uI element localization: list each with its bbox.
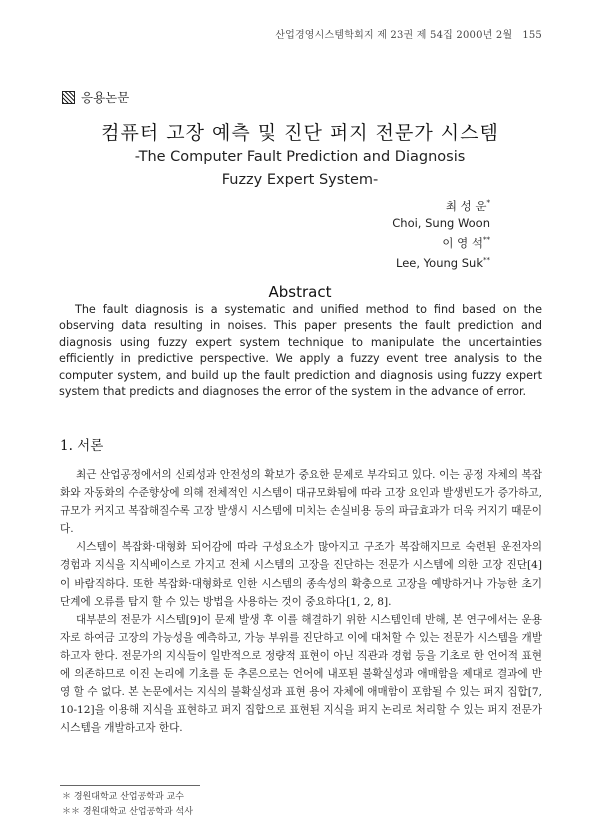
- paragraph: 시스템이 복잡화·대형화 되어감에 따라 구성요소가 많아지고 구조가 복잡해지므로 숙련된 운전자의 경험과 지식을 지식베이스로 가지고 전체 시스템의 고장을 진단하는 전문가 시스템에 의한 고장 진단[4]이 바람직하다. 또한 복잡화·대형화로 인한 시스템의 종속성의 확충으로 고장을 예방하거나 가능한 초기 단계에 오류를 탐지 할 수 있는 방법을 사용하는 것이 중요하다[1, 2, 8].: [60, 541, 542, 608]
- abstract-body: [59, 302, 542, 400]
- section-tag: [62, 88, 129, 106]
- paragraph: 최근 산업공정에서의 신뢰성과 안전성의 확보가 중요한 문제로 부각되고 있다. 이는 공정 자체의 복잡화와 자동화의 수준향상에 의해 전체적인 시스템이 대규모화됨에 따라 고장 요인과 발생빈도가 증가하고, 규모가 커지고 복잡해질수록 고장 발생시 시스템에 미치는 손실비용 등의 파급효과가 더욱 커지기 때문이다.: [60, 469, 542, 536]
- author-1-latin: Choi, Sung Woon: [392, 215, 490, 230]
- author-2-mark: **: [483, 235, 490, 244]
- running-header: [275, 26, 542, 41]
- title-english: [0, 146, 600, 192]
- journal-info: 산업경영시스템학회지 제 23권 제 54집 2000년 2월: [275, 30, 513, 41]
- paragraph: 대부분의 전문가 시스템[9]이 문제 발생 후 이를 해결하기 위한 시스템인데 반해, 본 연구에서는 운용자로 하여금 고장의 가능성을 예측하고, 가능 부위를 진단하고 이에 대처할 수 있는 전문가 시스템을 개발하고자 한다. 전문가의 지식들이 일반적으로 정량적 표현이 아닌 직관과 경험 등을 기초로 한 언어적 표현에 의존하므로 이진 논리에 기초를 둔 추론으로는 언어에 내포된 불확실성과 애매함을 제대로 결과에 반영 할 수 없다. 본 논문에서는 지식의 불확실성과 표현 용어 자체에 애매함이 포함될 수 있는 퍼지 집합[7, 10-12]을 이용해 지식을 표현하고 퍼지 집합으로 표현된 지식을 퍼지 논리로 처리할 수 있는 퍼지 전문가 시스템을 개발하고자 한다.: [60, 613, 542, 735]
- author-1-mark: *: [486, 199, 490, 207]
- hatched-square-icon: [62, 91, 75, 104]
- abstract-heading: Abstract: [268, 283, 332, 301]
- footnotes: [62, 790, 193, 820]
- section-body: [60, 466, 542, 737]
- author-1-korean-name: 최 성 운: [445, 198, 487, 213]
- page-number: 155: [522, 30, 542, 41]
- author-2-latin-name: Lee, Young Suk: [396, 255, 483, 270]
- author-block: [392, 195, 490, 271]
- footnote-1: ＊ 경원대학교 산업공학과 교수: [62, 792, 184, 802]
- abstract-text: The fault diagnosis is a systematic and unified method to find based on the observing data resulting in noises. This paper presents the fault prediction and diagnosis using fuzzy expert system technique to manipulate the uncertainties efficiently in predictive perspective. We apply a fuzzy event tree analysis to the computer system, and build up the fault prediction and diagnosis using fuzzy expert system that predicts and diagnoses the error of the system in the advance of error.: [59, 303, 542, 399]
- title-english-line1: -The Computer Fault Prediction and Diagnosis: [134, 149, 466, 165]
- title-korean: 컴퓨터 고장 예측 및 진단 퍼지 전문가 시스템: [101, 122, 499, 144]
- title-english-line2: Fuzzy Expert System-: [221, 172, 379, 188]
- footnote-divider: [60, 785, 200, 786]
- section-heading: 1. 서론: [60, 438, 104, 454]
- author-2-latin: [392, 252, 490, 272]
- author-2-latin-mark: **: [483, 255, 490, 264]
- author-2-korean: [392, 232, 490, 252]
- author-2-korean-name: 이 영 석: [442, 235, 483, 250]
- footnote-2: ＊＊ 경원대학교 산업공학과 석사: [62, 807, 193, 817]
- section-tag-label: 응용논문: [81, 90, 130, 105]
- author-1-korean: [392, 195, 490, 215]
